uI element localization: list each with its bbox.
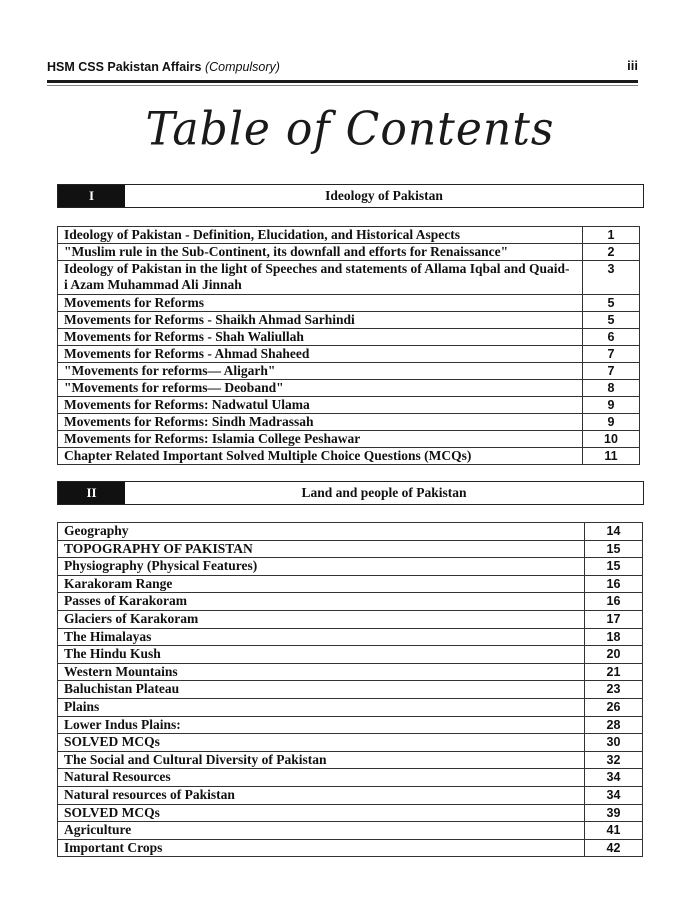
- entry-page: 8: [583, 380, 640, 397]
- entry-title: The Social and Cultural Diversity of Pakistan: [58, 751, 585, 769]
- toc-table-section-2: [57, 522, 643, 857]
- entry-title: SOLVED MCQs: [58, 804, 585, 822]
- entry-page: 17: [585, 610, 643, 628]
- entry-page: 18: [585, 628, 643, 646]
- entry-title: Karakoram Range: [58, 575, 585, 593]
- entry-title: Lower Indus Plains:: [58, 716, 585, 734]
- entry-title: SOLVED MCQs: [58, 734, 585, 752]
- toc-table-section-1: [57, 226, 640, 465]
- section-name: Ideology of Pakistan: [325, 188, 443, 203]
- entry-title: Movements for Reforms - Shaikh Ahmad Sarhindi: [58, 312, 583, 329]
- toc-entry: [58, 575, 643, 593]
- header-rule: [47, 80, 638, 83]
- entry-page: 9: [583, 397, 640, 414]
- entry-page: 28: [585, 716, 643, 734]
- entry-title: Ideology of Pakistan in the light of Speeches and statements of Allama Iqbal and Quaid- i Azam Muhammad Ali Jinnah: [58, 261, 583, 295]
- entry-page: 5: [583, 312, 640, 329]
- toc-entry: [58, 698, 643, 716]
- entry-title: Important Crops: [58, 839, 585, 857]
- entry-page: 34: [585, 769, 643, 787]
- entry-title: "Movements for reforms— Deoband": [58, 380, 583, 397]
- entry-title: Movements for Reforms: Nadwatul Ulama: [58, 397, 583, 414]
- entry-title: Chapter Related Important Solved Multiple Choice Questions (MCQs): [58, 448, 583, 465]
- section-number: I: [58, 185, 125, 207]
- entry-title: Movements for Reforms: Islamia College Peshawar: [58, 431, 583, 448]
- toc-entry: [58, 558, 643, 576]
- entry-page: 16: [585, 575, 643, 593]
- toc-entry: [58, 663, 643, 681]
- toc-entry: [58, 646, 643, 664]
- toc-entry: [58, 769, 643, 787]
- entry-page: 5: [583, 295, 640, 312]
- entry-page: 3: [583, 261, 640, 295]
- toc-entry: [58, 540, 643, 558]
- toc-entry: [58, 734, 643, 752]
- entry-title: Natural Resources: [58, 769, 585, 787]
- header-rule-thin: [47, 85, 638, 86]
- toc-entry: [58, 610, 643, 628]
- toc-entry: [58, 380, 640, 397]
- entry-title: Western Mountains: [58, 663, 585, 681]
- entry-page: 41: [585, 822, 643, 840]
- toc-entry: [58, 593, 643, 611]
- entry-page: 42: [585, 839, 643, 857]
- toc-entry: [58, 681, 643, 699]
- toc-entry: [58, 329, 640, 346]
- entry-title: Agriculture: [58, 822, 585, 840]
- toc-entry: [58, 751, 643, 769]
- toc-entry: [58, 839, 643, 857]
- book-title: HSM CSS Pakistan Affairs (Compulsory): [47, 60, 280, 74]
- section-heading-2: [57, 481, 644, 505]
- entry-page: 23: [585, 681, 643, 699]
- toc-entry: [58, 312, 640, 329]
- page-title: Table of Contents: [145, 102, 555, 157]
- section-heading-1: [57, 184, 644, 208]
- toc-entry: [58, 804, 643, 822]
- toc-entry: [58, 346, 640, 363]
- entry-title: Movements for Reforms: [58, 295, 583, 312]
- entry-page: 6: [583, 329, 640, 346]
- entry-page: 2: [583, 244, 640, 261]
- entry-page: 15: [585, 540, 643, 558]
- entry-page: 20: [585, 646, 643, 664]
- entry-title: TOPOGRAPHY OF PAKISTAN: [58, 540, 585, 558]
- entry-title: The Hindu Kush: [58, 646, 585, 664]
- section-number: II: [58, 482, 125, 504]
- entry-page: 10: [583, 431, 640, 448]
- toc-entry: [58, 363, 640, 380]
- entry-title: "Muslim rule in the Sub-Continent, its downfall and efforts for Renaissance": [58, 244, 583, 261]
- entry-title: Physiography (Physical Features): [58, 558, 585, 576]
- entry-title: The Himalayas: [58, 628, 585, 646]
- entry-title: Natural resources of Pakistan: [58, 786, 585, 804]
- book-subtitle: (Compulsory): [204, 60, 280, 74]
- entry-page: 34: [585, 786, 643, 804]
- running-header: [47, 56, 638, 78]
- entry-title: Ideology of Pakistan - Definition, Elucidation, and Historical Aspects: [58, 227, 583, 244]
- toc-entry: [58, 295, 640, 312]
- toc-entry: [58, 261, 640, 295]
- toc-entry: [58, 523, 643, 541]
- entry-title: Baluchistan Plateau: [58, 681, 585, 699]
- entry-page: 7: [583, 363, 640, 380]
- toc-entry: [58, 397, 640, 414]
- toc-entry: [58, 716, 643, 734]
- toc-entry: [58, 822, 643, 840]
- entry-page: 15: [585, 558, 643, 576]
- entry-page: 14: [585, 523, 643, 541]
- entry-title: Geography: [58, 523, 585, 541]
- toc-entry: [58, 628, 643, 646]
- entry-title: "Movements for reforms— Aligarh": [58, 363, 583, 380]
- page-number: iii: [627, 58, 638, 73]
- entry-page: 32: [585, 751, 643, 769]
- toc-entry: [58, 786, 643, 804]
- entry-page: 11: [583, 448, 640, 465]
- toc-entry: [58, 227, 640, 244]
- entry-title: Passes of Karakoram: [58, 593, 585, 611]
- entry-page: 26: [585, 698, 643, 716]
- entry-title: Glaciers of Karakoram: [58, 610, 585, 628]
- section-name: Land and people of Pakistan: [301, 485, 467, 500]
- entry-page: 21: [585, 663, 643, 681]
- toc-entry: [58, 448, 640, 465]
- entry-title: Movements for Reforms: Sindh Madrassah: [58, 414, 583, 431]
- entry-title: Movements for Reforms - Shah Waliullah: [58, 329, 583, 346]
- entry-page: 9: [583, 414, 640, 431]
- entry-page: 1: [583, 227, 640, 244]
- entry-page: 30: [585, 734, 643, 752]
- entry-page: 39: [585, 804, 643, 822]
- toc-entry: [58, 244, 640, 261]
- entry-page: 7: [583, 346, 640, 363]
- entry-title: Plains: [58, 698, 585, 716]
- toc-entry: [58, 414, 640, 431]
- entry-page: 16: [585, 593, 643, 611]
- toc-entry: [58, 431, 640, 448]
- entry-title: Movements for Reforms - Ahmad Shaheed: [58, 346, 583, 363]
